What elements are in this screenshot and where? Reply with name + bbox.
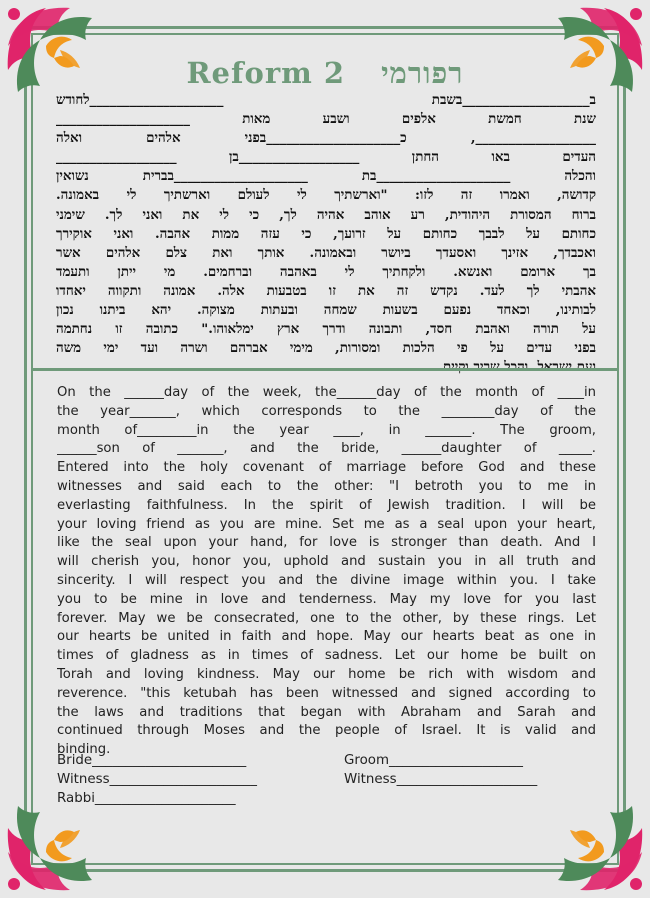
english-text-line: everlasting faithfulness. In the spirit of Jewish tradition. I will be — [57, 497, 596, 513]
english-text-line: witnesses and said each to the other: "I betroth you to me in — [57, 478, 596, 494]
bride-signature-line[interactable]: Bride_______________________ — [57, 753, 247, 768]
title-english: Reform 2 — [186, 56, 346, 90]
english-text-line: ______son of _______, and the bride, ______daughter of _____. — [57, 441, 596, 457]
english-text-line: will cherish you, honor you, uphold and sustain you in all truth and — [57, 554, 596, 570]
hebrew-text-line: ברוח המסורת היהודית, רע אוהב אהיה לך, כי לי את ואני לך. שימני — [56, 206, 596, 223]
witness-signature-line-1[interactable]: Witness______________________ — [57, 772, 257, 787]
hebrew-text-line: קדושה, ואמרו זה לזו: "וארשתיך לי לעולם וארשתיך לי באמונה. — [56, 187, 596, 204]
english-text-block — [57, 384, 596, 760]
english-text-line: like the seal upon your hand, for love is stronger than death. And I — [57, 535, 596, 551]
english-text-line: reverence. "this ketubah has been witnessed and signed according to — [57, 685, 596, 701]
english-text-line: continued through Moses and the people of Israel. It is valid and — [57, 723, 596, 739]
hebrew-text-line: שנת חמשת אלפים ושבע מאות ____________________ — [56, 111, 596, 128]
english-text-line: sincerity. I will respect you and the divine image within you. I take — [57, 572, 596, 588]
document-title — [0, 56, 650, 91]
english-text-line: the laws and traditions that began with Abraham and Sarah and — [57, 704, 596, 720]
english-text-line: forever. May we be consecrated, one to the other, by these rings. Let — [57, 610, 596, 626]
english-text-line: your loving friend as you are mine. Set me as a seal upon your heart, — [57, 516, 596, 532]
english-text-line: month of_________in the year ____, in _______. The groom, — [57, 422, 596, 438]
section-divider — [33, 368, 617, 371]
english-text-line: you to be mine in love and tenderness. May my love for you last — [57, 591, 596, 607]
floral-corner-ornament-icon — [530, 778, 650, 898]
hebrew-text-line: אהבתי לך לעד. נקדש זה את זו בטבעות אלה. אמונה ותקווה יאחדו — [56, 282, 596, 299]
hebrew-text-line: על תורה ואהבת חסד, ותבונה ודרך ארץ ימלאוהו." כתובה זו נחתמה — [56, 321, 596, 338]
hebrew-text-block — [56, 91, 596, 377]
witness-signature-line-2[interactable]: Witness_____________________ — [344, 772, 538, 787]
english-text-line: On the ______day of the week, the______day of the month of ____in — [57, 385, 596, 400]
groom-signature-line[interactable]: Groom____________________ — [344, 753, 523, 768]
hebrew-text-line: העדים באו החתן __________________בן __________________ — [56, 149, 596, 166]
rabbi-signature-line[interactable]: Rabbi_____________________ — [57, 791, 236, 806]
hebrew-text-line: בפני עדים על פי הלכות ומסורות, מימי אברהם ושרה ועד ימי משה — [56, 340, 596, 357]
hebrew-text-line: כחותם על לבבך כחותם על זרועך, כי עזה ממות אהבה. ואני אוקירך — [56, 225, 596, 242]
english-text-line: our hearts be united in faith and hope. May our hearts beat as one in — [57, 629, 596, 645]
english-text-line: Torah and loving kindness. May our home be rich with wisdom and — [57, 666, 596, 682]
english-text-line: times of gladness as in times of sadness. Let our home be built on — [57, 648, 596, 664]
hebrew-text-line: ב___________________בשבת ____________________לחודש — [56, 92, 596, 108]
hebrew-text-line: לבותינו, וכאחד נפעם בשעות שמחה ובעתות מצוקה. יהא ביתנו נכון — [56, 302, 596, 319]
english-text-line: binding. — [57, 742, 111, 758]
english-text-line: the year_______, which corresponds to the ________day of the — [57, 403, 596, 419]
hebrew-text-line: ואכבדך, אזינך ואסעדך ביושר ובאמונה. אותך ואת צלם אלהים אשר — [56, 244, 596, 261]
english-text-line: Entered into the holy covenant of marriage before God and these — [57, 460, 596, 476]
hebrew-text-line: בך ארומם ואנשא. ולקחתיך לי באהבה וברחמים. מי ייתן ותעמד — [56, 263, 596, 280]
hebrew-text-line: __________________, כ____________________בפני אלהים ואלה — [56, 130, 596, 147]
hebrew-text-line: והכלה ____________________בת ____________________בברית נשואין — [56, 168, 596, 185]
title-hebrew: רפורמי — [381, 56, 464, 90]
